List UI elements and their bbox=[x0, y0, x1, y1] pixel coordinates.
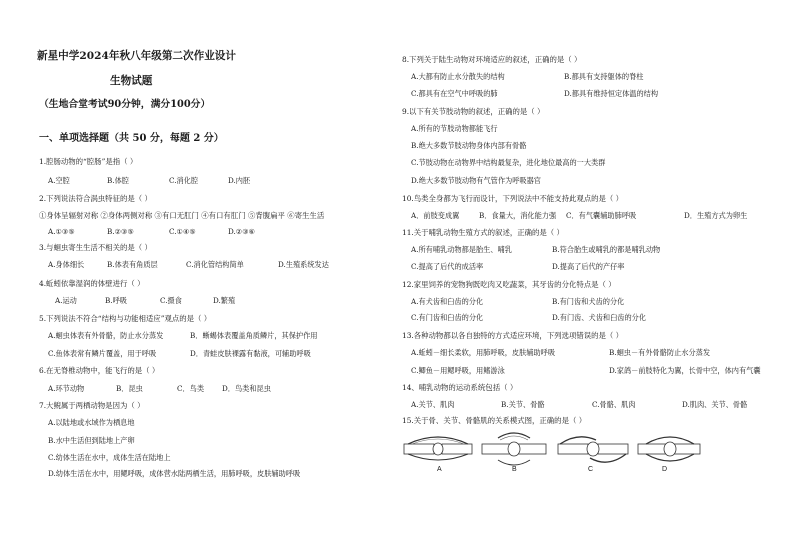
option-a: A.蛔虫体表有外骨骼，防止水分蒸发 bbox=[48, 331, 164, 340]
figure-label-c: C bbox=[588, 466, 594, 473]
question-2-statements: ①身体呈辐射对称 ②身体两侧对称 ③有口无肛门 ④有口有肛门 ⑤背腹扁平 ⑥寄生生活 bbox=[39, 211, 325, 220]
question-10: 10.鸟类全身都为飞行而设计，下列说法中不能支持此观点的是（ ） bbox=[402, 194, 624, 203]
option-c: C.鲫鱼－用鳃呼吸，用鳍游泳 bbox=[411, 366, 505, 375]
question-12: 12.家里饲养的宠物狗既吃肉又吃蔬菜，其牙齿的分化特点是（ ） bbox=[402, 280, 616, 289]
diagram-a bbox=[404, 437, 472, 460]
option-d: D.绝大多数节肢动物有气管作为呼吸器官 bbox=[411, 176, 541, 185]
option-c: C.鱼体表常有鳞片覆盖，用于呼吸 bbox=[48, 349, 157, 358]
option-c: C.①④⑤ bbox=[169, 227, 196, 236]
option-a: A.身体细长 bbox=[48, 260, 85, 269]
option-c: C.都具有在空气中呼吸的肺 bbox=[411, 89, 498, 98]
question-3: 3.与蛔虫寄生生活不相关的是（ ） bbox=[39, 243, 152, 252]
option-c: C．鸟类 bbox=[177, 384, 205, 393]
option-d: D.家鸽－前肢特化为翼，长骨中空，体内有气囊 bbox=[609, 366, 761, 375]
option-c: C.骨骼、肌肉 bbox=[592, 400, 636, 409]
option-d: D.幼体生活在水中，用鳃呼吸，成体营水陆两栖生活，用肺呼吸，皮肤辅助呼吸 bbox=[48, 469, 301, 478]
option-c: C．有气囊辅助肺呼吸 bbox=[566, 211, 637, 220]
section-title: 一、单项选择题（共 50 分，每题 2 分） bbox=[39, 133, 224, 144]
option-b: B.符合胎生或哺乳的都是哺乳动物 bbox=[552, 245, 661, 254]
option-b: B.蛔虫－有外骨骼防止水分蒸发 bbox=[609, 348, 711, 357]
question-6: 6.在无脊椎动物中，能飞行的是（ ） bbox=[39, 366, 160, 375]
option-b: B．蜥蜴体表覆盖角质鳞片，其保护作用 bbox=[190, 331, 318, 340]
option-a: A.环节动物 bbox=[48, 384, 85, 393]
option-b: B．昆虫 bbox=[116, 384, 143, 393]
question-2: 2.下列说法符合涡虫特征的是（ ） bbox=[39, 194, 152, 203]
option-a: A.大都有防止水分散失的结构 bbox=[411, 72, 505, 81]
figure-label-a: A bbox=[437, 466, 442, 473]
question-8: 8.下列关于陆生动物对环境适应的叙述，正确的是（ ） bbox=[402, 55, 582, 64]
option-a: A.蚯蚓－细长柔软，用肺呼吸，皮肤辅助呼吸 bbox=[411, 348, 556, 357]
option-d: D.②③⑥ bbox=[228, 227, 256, 236]
option-c: C.有门齿和臼齿的分化 bbox=[411, 313, 484, 322]
option-d: D.肌肉、关节、骨骼 bbox=[682, 400, 748, 409]
question-9: 9.以下有关节肢动物的叙述，正确的是（ ） bbox=[402, 107, 545, 116]
exam-note: （生地合堂考试90分钟，满分100分） bbox=[39, 99, 211, 110]
option-a: A．前肢变成翼 bbox=[411, 211, 460, 220]
option-b: B.关节、骨骼 bbox=[501, 400, 545, 409]
option-b: B.绝大多数节肢动物身体内部有骨骼 bbox=[411, 141, 527, 150]
option-b: B.呼吸 bbox=[105, 296, 127, 305]
option-b: B.体腔 bbox=[107, 176, 129, 185]
option-b: B.水中生活但到陆地上产卵 bbox=[48, 436, 135, 445]
option-b: B.都具有支持躯体的脊柱 bbox=[564, 72, 644, 81]
option-d: D.有门齿、犬齿和臼齿的分化 bbox=[552, 313, 647, 322]
option-d: D．鸟类和昆虫 bbox=[222, 384, 271, 393]
question-15: 15.关于骨、关节、骨骼肌的关系模式图，正确的是（ ） bbox=[402, 416, 587, 425]
option-d: D．青蛙皮肤裸露有黏液，可辅助呼吸 bbox=[190, 349, 311, 358]
option-a: A.所有哺乳动物都是胎生、哺乳 bbox=[411, 245, 512, 254]
option-d: D.繁殖 bbox=[213, 296, 236, 305]
option-c: C.节肢动物在动物界中结构最复杂，进化地位最高的一大类群 bbox=[411, 158, 606, 167]
diagram-d bbox=[638, 437, 700, 461]
question-14: 14、哺乳动物的运动系统包括（ ） bbox=[402, 383, 518, 392]
question-4: 4.蚯蚓依靠湿润的体壁进行（ ） bbox=[39, 279, 145, 288]
option-b: B.②③⑤ bbox=[107, 227, 134, 236]
option-d: D.提高了后代的产仔率 bbox=[552, 262, 625, 271]
option-d: D.生殖系统发达 bbox=[278, 260, 329, 269]
option-c: C.摄食 bbox=[160, 296, 182, 305]
option-b: B.体表有角质层 bbox=[107, 260, 158, 269]
figure-label-b: B bbox=[512, 466, 517, 473]
question-5: 5.下列说法不符合“结构与功能相适应”观点的是（ ） bbox=[39, 314, 212, 323]
option-a: A.运动 bbox=[55, 296, 77, 305]
option-a: A.所有的节肢动物都能飞行 bbox=[411, 124, 498, 133]
subject-title: 生物试题 bbox=[110, 75, 153, 87]
question-1: 1.腔肠动物的“腔肠”是指（ ） bbox=[39, 157, 138, 166]
question-11: 11.关于哺乳动物生殖方式的叙述，正确的是（ ） bbox=[402, 228, 564, 237]
question-13: 13.各种动物都以各自独特的方式适应环境，下列选项错误的是（ ） bbox=[402, 331, 624, 340]
option-d: D．生殖方式为卵生 bbox=[684, 211, 748, 220]
option-c: C.消化管结构简单 bbox=[186, 260, 244, 269]
option-d: D.都具有维持恒定体温的结构 bbox=[564, 89, 659, 98]
school-title: 新星中学2024年秋八年级第二次作业设计 bbox=[37, 50, 236, 62]
diagram-c bbox=[558, 437, 628, 462]
option-c: C.消化腔 bbox=[169, 176, 199, 185]
option-c: C.提高了后代的成活率 bbox=[411, 262, 484, 271]
option-a: A.空腔 bbox=[48, 176, 70, 185]
option-a: A.有犬齿和臼齿的分化 bbox=[411, 297, 484, 306]
option-b: B．食量大，消化能力强 bbox=[479, 211, 557, 220]
question-7: 7.大鲵属于两栖动物是因为（ ） bbox=[39, 401, 145, 410]
option-a: A.以陆地或水域作为栖息地 bbox=[48, 418, 135, 427]
diagram-b bbox=[482, 433, 546, 465]
option-d: D.内胚 bbox=[228, 176, 251, 185]
option-a: A.关节、肌肉 bbox=[411, 400, 455, 409]
joint-diagrams bbox=[402, 430, 702, 478]
option-b: B.有门齿和犬齿的分化 bbox=[552, 297, 625, 306]
figure-label-d: D bbox=[662, 466, 668, 473]
option-a: A.①③⑤ bbox=[48, 227, 75, 236]
option-c: C.幼体生活在水中，成体生活在陆地上 bbox=[48, 453, 171, 462]
